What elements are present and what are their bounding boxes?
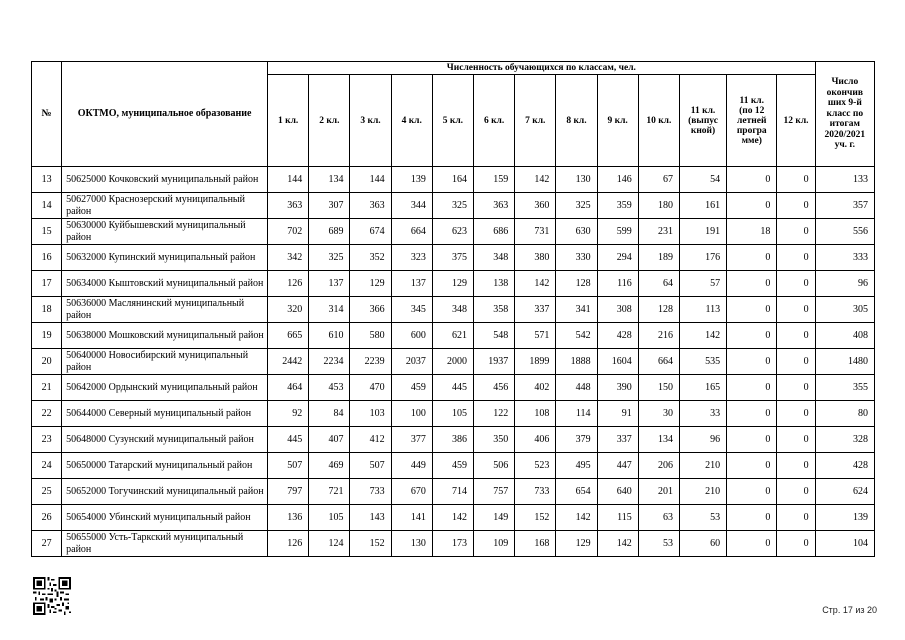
header-grade-11-12yr — [727, 75, 777, 167]
value-cell: 350 — [474, 427, 515, 453]
value-cell: 133 — [815, 167, 874, 193]
value-cell: 2442 — [268, 349, 309, 375]
value-cell: 201 — [638, 479, 679, 505]
ninth-line: Число — [831, 76, 859, 87]
value-cell: 0 — [777, 349, 815, 375]
value-cell: 134 — [638, 427, 679, 453]
header-grade-11-final — [679, 75, 726, 167]
value-cell: 0 — [727, 505, 777, 531]
municipality-name: 50640000 Новосибирский муниципальный район — [62, 349, 268, 375]
header-grade-9: 9 кл. — [597, 75, 638, 167]
header-grade-5: 5 кл. — [432, 75, 473, 167]
value-cell: 67 — [638, 167, 679, 193]
value-cell: 345 — [391, 297, 432, 323]
header-grade-4: 4 кл. — [391, 75, 432, 167]
value-cell: 314 — [309, 297, 350, 323]
value-cell: 714 — [432, 479, 473, 505]
header-name: ОКТМО, муниципальное образование — [62, 62, 268, 167]
value-cell: 1937 — [474, 349, 515, 375]
value-cell: 366 — [350, 297, 391, 323]
value-cell: 428 — [597, 323, 638, 349]
row-number: 18 — [32, 297, 62, 323]
value-cell: 130 — [556, 167, 597, 193]
table-row — [32, 427, 875, 453]
value-cell: 363 — [268, 193, 309, 219]
value-cell: 412 — [350, 427, 391, 453]
value-cell: 103 — [350, 401, 391, 427]
table-row — [32, 323, 875, 349]
value-cell: 129 — [350, 271, 391, 297]
value-cell: 2234 — [309, 349, 350, 375]
header-grades-group: Численность обучающихся по классам, чел. — [268, 62, 816, 75]
value-cell: 165 — [679, 375, 726, 401]
value-cell: 664 — [391, 219, 432, 245]
value-cell: 408 — [815, 323, 874, 349]
value-cell: 189 — [638, 245, 679, 271]
value-cell: 323 — [391, 245, 432, 271]
value-cell: 139 — [391, 167, 432, 193]
value-cell: 0 — [727, 375, 777, 401]
value-cell: 459 — [432, 453, 473, 479]
ninth-line: 2020/2021 — [824, 129, 866, 140]
municipality-name: 50627000 Краснозерский муниципальный район — [62, 193, 268, 219]
value-cell: 142 — [556, 505, 597, 531]
value-cell: 0 — [777, 167, 815, 193]
value-cell: 495 — [556, 453, 597, 479]
value-cell: 210 — [679, 479, 726, 505]
value-cell: 1888 — [556, 349, 597, 375]
value-cell: 142 — [432, 505, 473, 531]
value-cell: 337 — [515, 297, 556, 323]
header-grade-7: 7 кл. — [515, 75, 556, 167]
value-cell: 0 — [777, 505, 815, 531]
value-cell: 654 — [556, 479, 597, 505]
value-cell: 122 — [474, 401, 515, 427]
value-cell: 92 — [268, 401, 309, 427]
value-cell: 721 — [309, 479, 350, 505]
value-cell: 0 — [777, 531, 815, 557]
value-cell: 325 — [432, 193, 473, 219]
value-cell: 144 — [350, 167, 391, 193]
grade-11-line: (выпус — [688, 115, 718, 126]
value-cell: 506 — [474, 453, 515, 479]
value-cell: 624 — [815, 479, 874, 505]
value-cell: 139 — [815, 505, 874, 531]
header-grade-1: 1 кл. — [268, 75, 309, 167]
value-cell: 150 — [638, 375, 679, 401]
row-number: 15 — [32, 219, 62, 245]
row-number: 27 — [32, 531, 62, 557]
value-cell: 330 — [556, 245, 597, 271]
value-cell: 0 — [777, 297, 815, 323]
value-cell: 0 — [777, 479, 815, 505]
municipality-name: 50655000 Усть-Таркский муниципальный район — [62, 531, 268, 557]
value-cell: 128 — [638, 297, 679, 323]
value-cell: 447 — [597, 453, 638, 479]
value-cell: 360 — [515, 193, 556, 219]
value-cell: 390 — [597, 375, 638, 401]
students-table — [31, 61, 875, 557]
value-cell: 621 — [432, 323, 473, 349]
row-number: 14 — [32, 193, 62, 219]
value-cell: 0 — [727, 479, 777, 505]
value-cell: 142 — [515, 271, 556, 297]
value-cell: 670 — [391, 479, 432, 505]
value-cell: 294 — [597, 245, 638, 271]
value-cell: 733 — [515, 479, 556, 505]
value-cell: 33 — [679, 401, 726, 427]
municipality-name: 50644000 Северный муниципальный район — [62, 401, 268, 427]
value-cell: 152 — [515, 505, 556, 531]
value-cell: 109 — [474, 531, 515, 557]
value-cell: 355 — [815, 375, 874, 401]
value-cell: 548 — [474, 323, 515, 349]
value-cell: 459 — [391, 375, 432, 401]
value-cell: 0 — [727, 323, 777, 349]
value-cell: 307 — [309, 193, 350, 219]
header-grade-3: 3 кл. — [350, 75, 391, 167]
value-cell: 359 — [597, 193, 638, 219]
value-cell: 0 — [777, 401, 815, 427]
value-cell: 142 — [597, 531, 638, 557]
value-cell: 0 — [777, 193, 815, 219]
table-row — [32, 193, 875, 219]
row-number: 24 — [32, 453, 62, 479]
value-cell: 348 — [474, 245, 515, 271]
value-cell: 180 — [638, 193, 679, 219]
table-row — [32, 453, 875, 479]
grade-11-line: 11 кл. — [690, 105, 716, 116]
value-cell: 91 — [597, 401, 638, 427]
value-cell: 580 — [350, 323, 391, 349]
grade-11b-line: 11 кл. — [739, 95, 765, 106]
value-cell: 344 — [391, 193, 432, 219]
value-cell: 142 — [515, 167, 556, 193]
value-cell: 64 — [638, 271, 679, 297]
value-cell: 363 — [474, 193, 515, 219]
value-cell: 337 — [597, 427, 638, 453]
value-cell: 126 — [268, 531, 309, 557]
value-cell: 0 — [777, 427, 815, 453]
table-row — [32, 531, 875, 557]
municipality-name: 50642000 Ордынский муниципальный район — [62, 375, 268, 401]
value-cell: 445 — [432, 375, 473, 401]
value-cell: 53 — [638, 531, 679, 557]
value-cell: 0 — [727, 245, 777, 271]
value-cell: 308 — [597, 297, 638, 323]
value-cell: 535 — [679, 349, 726, 375]
value-cell: 113 — [679, 297, 726, 323]
value-cell: 328 — [815, 427, 874, 453]
value-cell: 341 — [556, 297, 597, 323]
value-cell: 0 — [777, 453, 815, 479]
value-cell: 464 — [268, 375, 309, 401]
value-cell: 96 — [815, 271, 874, 297]
value-cell: 206 — [638, 453, 679, 479]
value-cell: 305 — [815, 297, 874, 323]
row-number: 16 — [32, 245, 62, 271]
value-cell: 0 — [727, 453, 777, 479]
value-cell: 152 — [350, 531, 391, 557]
value-cell: 380 — [515, 245, 556, 271]
header-grade-6: 6 кл. — [474, 75, 515, 167]
value-cell: 358 — [474, 297, 515, 323]
value-cell: 168 — [515, 531, 556, 557]
value-cell: 0 — [727, 349, 777, 375]
value-cell: 674 — [350, 219, 391, 245]
value-cell: 630 — [556, 219, 597, 245]
ninth-line: итогам — [829, 119, 860, 130]
value-cell: 731 — [515, 219, 556, 245]
value-cell: 141 — [391, 505, 432, 531]
municipality-name: 50630000 Куйбышевский муниципальный район — [62, 219, 268, 245]
table-row — [32, 401, 875, 427]
value-cell: 18 — [727, 219, 777, 245]
value-cell: 348 — [432, 297, 473, 323]
municipality-name: 50654000 Убинский муниципальный район — [62, 505, 268, 531]
value-cell: 363 — [350, 193, 391, 219]
value-cell: 470 — [350, 375, 391, 401]
row-number: 21 — [32, 375, 62, 401]
municipality-name: 50625000 Кочковский муниципальный район — [62, 167, 268, 193]
municipality-name: 50648000 Сузунский муниципальный район — [62, 427, 268, 453]
value-cell: 375 — [432, 245, 473, 271]
value-cell: 105 — [309, 505, 350, 531]
value-cell: 428 — [815, 453, 874, 479]
value-cell: 571 — [515, 323, 556, 349]
value-cell: 599 — [597, 219, 638, 245]
table-row — [32, 245, 875, 271]
value-cell: 623 — [432, 219, 473, 245]
value-cell: 129 — [432, 271, 473, 297]
value-cell: 664 — [638, 349, 679, 375]
municipality-name: 50636000 Маслянинский муниципальный район — [62, 297, 268, 323]
table-row — [32, 349, 875, 375]
value-cell: 797 — [268, 479, 309, 505]
value-cell: 146 — [597, 167, 638, 193]
value-cell: 0 — [727, 427, 777, 453]
value-cell: 0 — [777, 245, 815, 271]
value-cell: 0 — [727, 167, 777, 193]
value-cell: 1480 — [815, 349, 874, 375]
value-cell: 54 — [679, 167, 726, 193]
value-cell: 402 — [515, 375, 556, 401]
value-cell: 128 — [556, 271, 597, 297]
qr-code-icon — [33, 577, 71, 615]
value-cell: 542 — [556, 323, 597, 349]
value-cell: 0 — [777, 375, 815, 401]
value-cell: 523 — [515, 453, 556, 479]
row-number: 22 — [32, 401, 62, 427]
value-cell: 138 — [474, 271, 515, 297]
value-cell: 1604 — [597, 349, 638, 375]
value-cell: 210 — [679, 453, 726, 479]
value-cell: 1899 — [515, 349, 556, 375]
value-cell: 453 — [309, 375, 350, 401]
value-cell: 161 — [679, 193, 726, 219]
table-row — [32, 271, 875, 297]
value-cell: 665 — [268, 323, 309, 349]
value-cell: 108 — [515, 401, 556, 427]
value-cell: 0 — [727, 193, 777, 219]
row-number: 20 — [32, 349, 62, 375]
row-number: 23 — [32, 427, 62, 453]
value-cell: 142 — [679, 323, 726, 349]
value-cell: 116 — [597, 271, 638, 297]
table-row — [32, 167, 875, 193]
grade-11b-line: (по 12 — [739, 105, 765, 116]
value-cell: 357 — [815, 193, 874, 219]
value-cell: 640 — [597, 479, 638, 505]
value-cell: 448 — [556, 375, 597, 401]
value-cell: 144 — [268, 167, 309, 193]
value-cell: 407 — [309, 427, 350, 453]
value-cell: 0 — [727, 531, 777, 557]
value-cell: 57 — [679, 271, 726, 297]
row-number: 17 — [32, 271, 62, 297]
value-cell: 176 — [679, 245, 726, 271]
value-cell: 325 — [556, 193, 597, 219]
value-cell: 164 — [432, 167, 473, 193]
value-cell: 60 — [679, 531, 726, 557]
value-cell: 53 — [679, 505, 726, 531]
grade-11-line: кной) — [690, 125, 716, 136]
header-grade-12: 12 кл. — [777, 75, 815, 167]
value-cell: 114 — [556, 401, 597, 427]
page-number: Стр. 17 из 20 — [822, 605, 877, 615]
value-cell: 100 — [391, 401, 432, 427]
value-cell: 80 — [815, 401, 874, 427]
table-row — [32, 297, 875, 323]
value-cell: 333 — [815, 245, 874, 271]
municipality-name: 50650000 Татарский муниципальный район — [62, 453, 268, 479]
row-number: 26 — [32, 505, 62, 531]
table-row — [32, 219, 875, 245]
value-cell: 173 — [432, 531, 473, 557]
ninth-line: уч. г. — [834, 140, 856, 151]
header-row-1 — [32, 62, 875, 75]
row-number: 19 — [32, 323, 62, 349]
value-cell: 231 — [638, 219, 679, 245]
value-cell: 159 — [474, 167, 515, 193]
value-cell: 137 — [391, 271, 432, 297]
table-row — [32, 375, 875, 401]
header-grade-8: 8 кл. — [556, 75, 597, 167]
table-body — [32, 167, 875, 557]
row-number: 13 — [32, 167, 62, 193]
value-cell: 342 — [268, 245, 309, 271]
value-cell: 406 — [515, 427, 556, 453]
value-cell: 0 — [777, 219, 815, 245]
value-cell: 702 — [268, 219, 309, 245]
grade-11b-line: летней — [737, 115, 767, 126]
value-cell: 556 — [815, 219, 874, 245]
grade-11b-line: мме) — [741, 135, 762, 146]
value-cell: 733 — [350, 479, 391, 505]
value-cell: 115 — [597, 505, 638, 531]
grade-11b-line: програ — [736, 125, 767, 136]
value-cell: 126 — [268, 271, 309, 297]
table-row — [32, 479, 875, 505]
value-cell: 105 — [432, 401, 473, 427]
value-cell: 191 — [679, 219, 726, 245]
value-cell: 30 — [638, 401, 679, 427]
municipality-name: 50634000 Кыштовский муниципальный район — [62, 271, 268, 297]
value-cell: 124 — [309, 531, 350, 557]
value-cell: 2239 — [350, 349, 391, 375]
ninth-line: окончив — [826, 87, 863, 98]
value-cell: 449 — [391, 453, 432, 479]
value-cell: 507 — [268, 453, 309, 479]
row-number: 25 — [32, 479, 62, 505]
header-ninth-grade-finished — [815, 62, 874, 167]
table-row — [32, 505, 875, 531]
value-cell: 104 — [815, 531, 874, 557]
value-cell: 377 — [391, 427, 432, 453]
value-cell: 0 — [777, 323, 815, 349]
ninth-line: класс по — [826, 108, 864, 119]
value-cell: 325 — [309, 245, 350, 271]
ninth-line: ших 9-й — [827, 98, 862, 109]
value-cell: 320 — [268, 297, 309, 323]
value-cell: 0 — [727, 271, 777, 297]
header-grade-10: 10 кл. — [638, 75, 679, 167]
value-cell: 2000 — [432, 349, 473, 375]
value-cell: 469 — [309, 453, 350, 479]
value-cell: 507 — [350, 453, 391, 479]
value-cell: 0 — [727, 401, 777, 427]
value-cell: 134 — [309, 167, 350, 193]
value-cell: 689 — [309, 219, 350, 245]
value-cell: 216 — [638, 323, 679, 349]
value-cell: 129 — [556, 531, 597, 557]
value-cell: 137 — [309, 271, 350, 297]
value-cell: 96 — [679, 427, 726, 453]
value-cell: 149 — [474, 505, 515, 531]
value-cell: 600 — [391, 323, 432, 349]
value-cell: 456 — [474, 375, 515, 401]
value-cell: 63 — [638, 505, 679, 531]
value-cell: 2037 — [391, 349, 432, 375]
value-cell: 0 — [727, 297, 777, 323]
value-cell: 610 — [309, 323, 350, 349]
header-grade-2: 2 кл. — [309, 75, 350, 167]
value-cell: 0 — [777, 271, 815, 297]
value-cell: 757 — [474, 479, 515, 505]
value-cell: 130 — [391, 531, 432, 557]
header-no: № — [32, 62, 62, 167]
municipality-name: 50652000 Тогучинский муниципальный район — [62, 479, 268, 505]
municipality-name: 50632000 Купинский муниципальный район — [62, 245, 268, 271]
value-cell: 386 — [432, 427, 473, 453]
value-cell: 352 — [350, 245, 391, 271]
value-cell: 686 — [474, 219, 515, 245]
value-cell: 136 — [268, 505, 309, 531]
value-cell: 379 — [556, 427, 597, 453]
value-cell: 143 — [350, 505, 391, 531]
municipality-name: 50638000 Мошковский муниципальный район — [62, 323, 268, 349]
value-cell: 445 — [268, 427, 309, 453]
value-cell: 84 — [309, 401, 350, 427]
